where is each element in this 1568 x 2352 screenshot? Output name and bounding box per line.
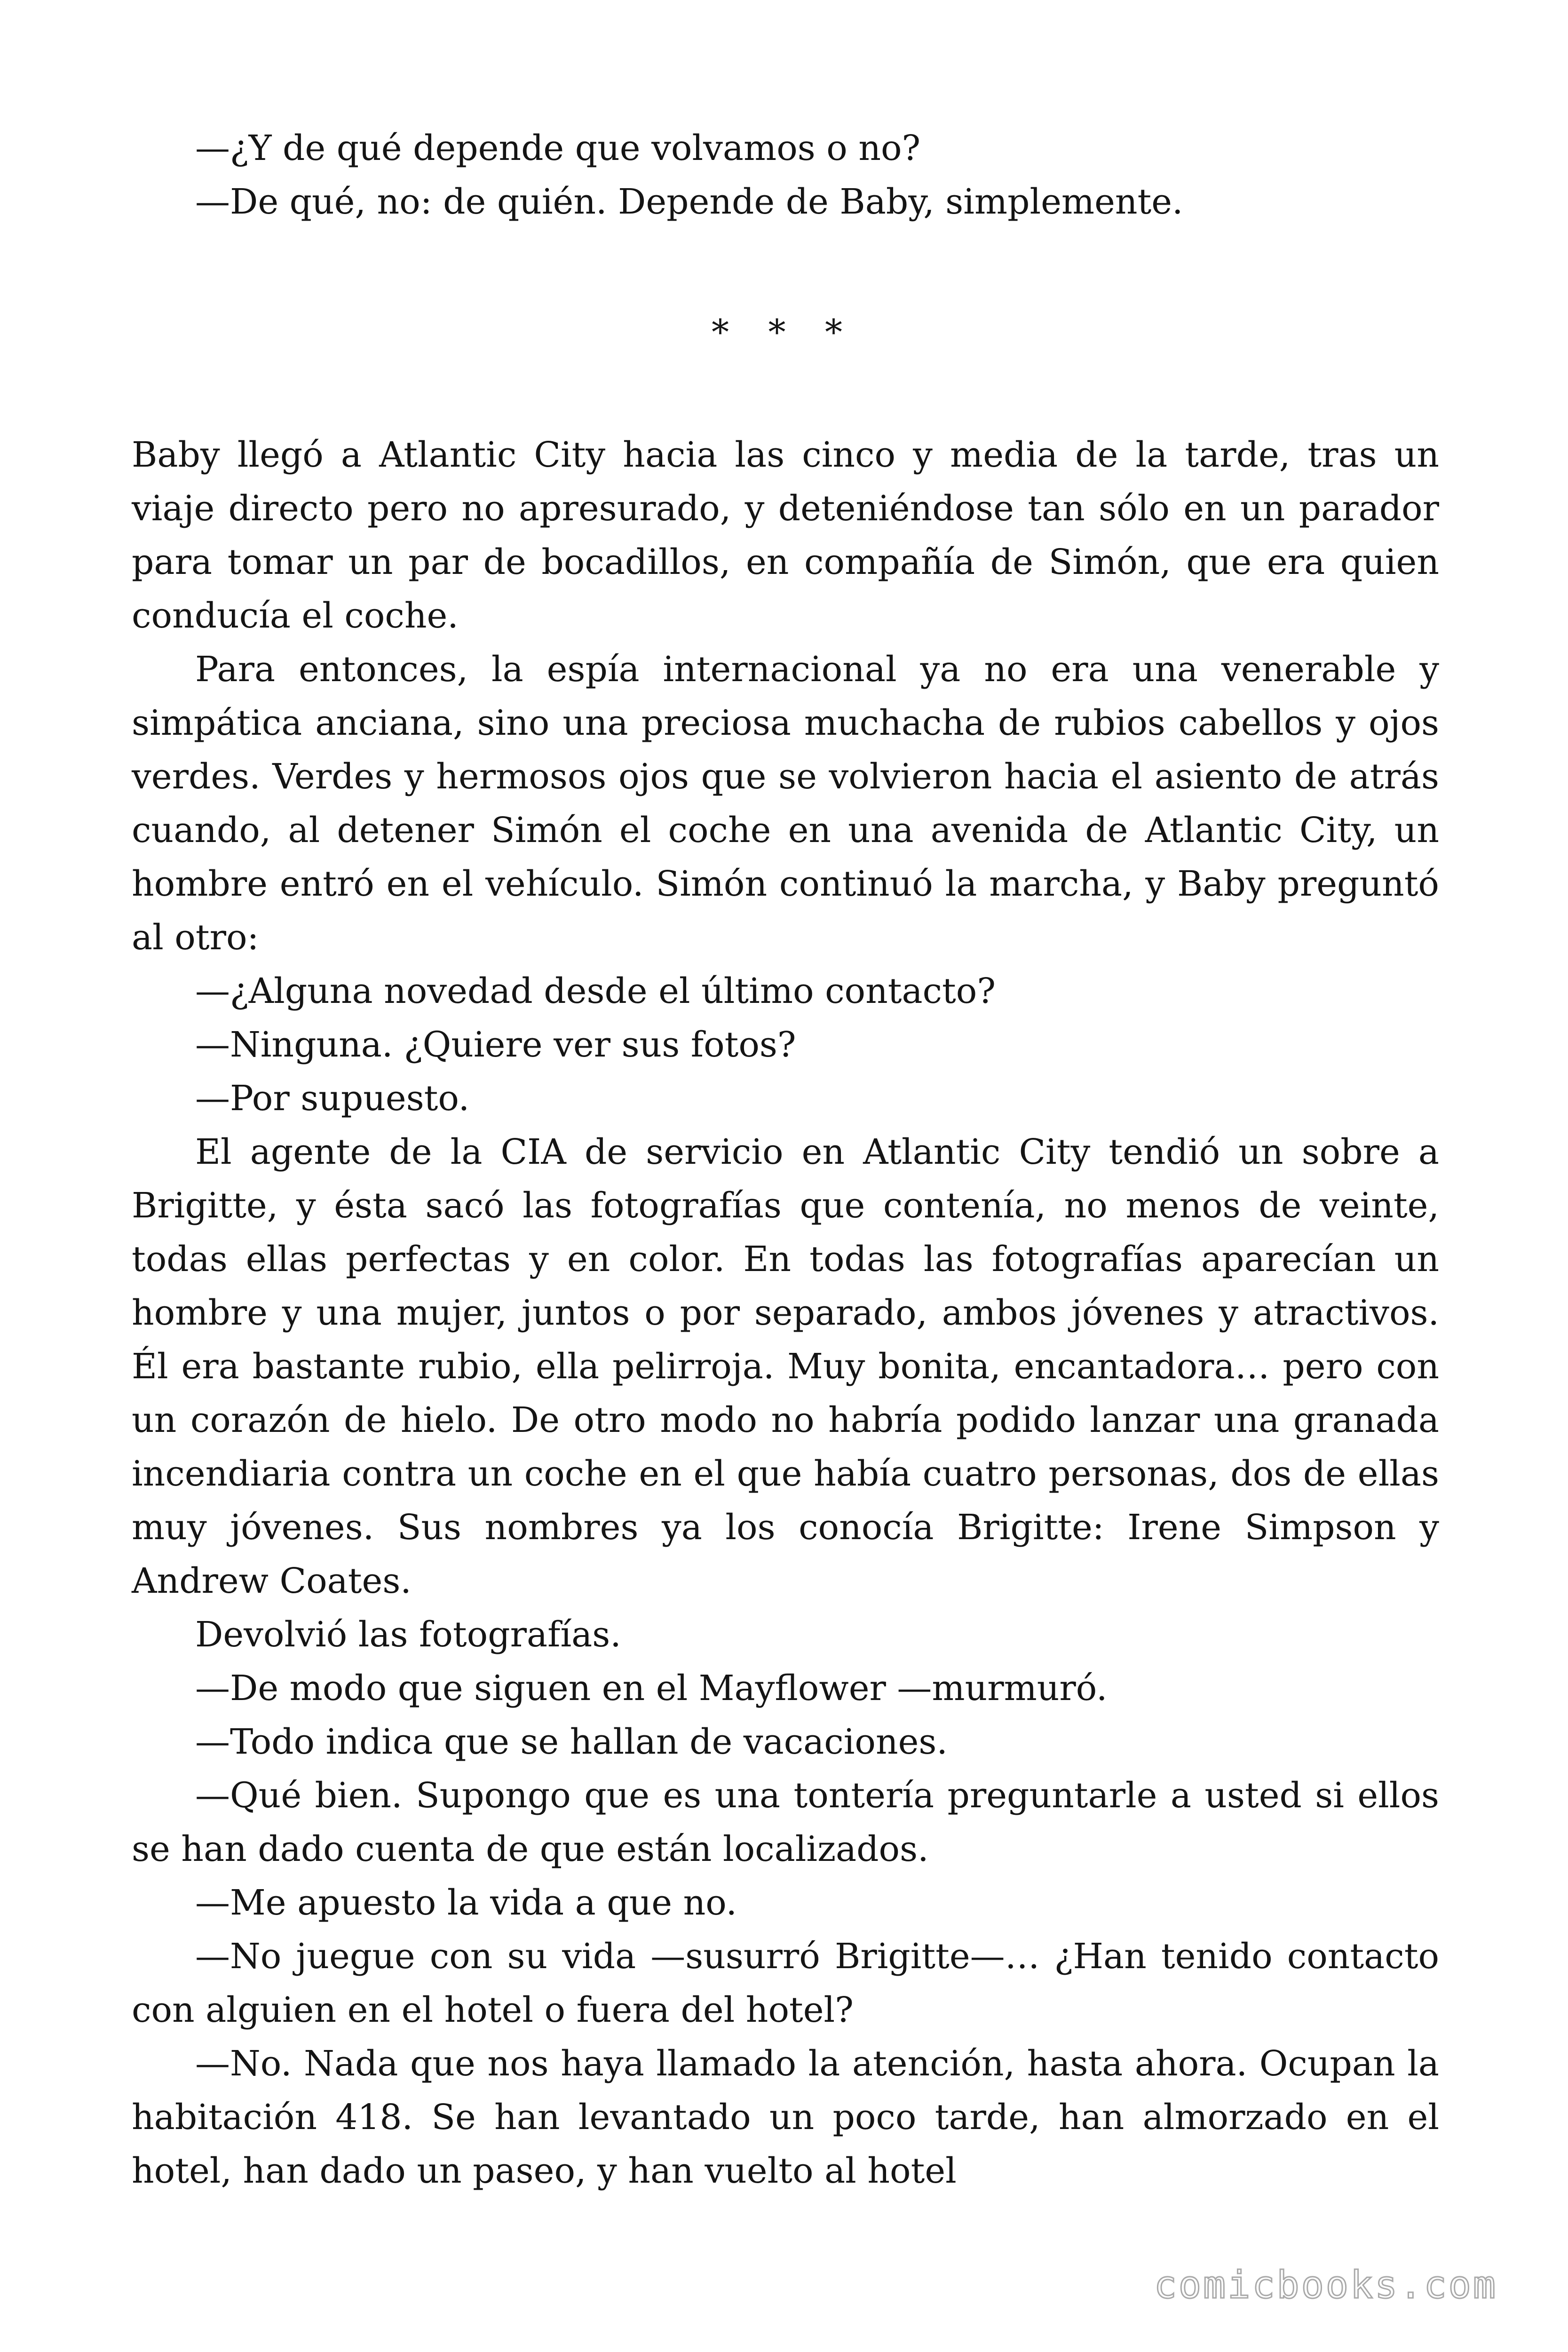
paragraph: —No juegue con su vida —susurró Brigitte—… ¿Han tenido contacto con alguien en el hotel o fuera del hotel? [132, 1936, 1439, 2030]
top-dialogue-block [132, 121, 1439, 229]
paragraph: —Ninguna. ¿Quiere ver sus fotos? [195, 1025, 796, 1065]
paragraph: —Me apuesto la vida a que no. [195, 1883, 737, 1923]
paragraph: Baby llegó a Atlantic City hacia las cinco y media de la tarde, tras un viaje directo pero no apresurado, y deteniéndose tan sólo en un parador para tomar un par de bocadillos, en compañía de Simón, que era quien conducía el coche. [132, 435, 1439, 636]
watermark: comicbooks.com [1154, 2263, 1497, 2307]
section-separator: * * * [711, 312, 857, 353]
paragraph: —De qué, no: de quién. Depende de Baby, simplemente. [195, 182, 1183, 222]
paragraph: —Qué bien. Supongo que es una tontería preguntarle a usted si ellos se han dado cuenta de que están localizados. [132, 1775, 1439, 1869]
main-text-block [132, 428, 1439, 2198]
paragraph: —Por supuesto. [195, 1078, 470, 1119]
paragraph: —De modo que siguen en el Mayflower —murmuró. [195, 1668, 1108, 1708]
paragraph: —Todo indica que se hallan de vacaciones. [195, 1722, 948, 1762]
paragraph: Para entonces, la espía internacional ya no era una venerable y simpática anciana, sino una preciosa muchacha de rubios cabellos y ojos verdes. Verdes y hermosos ojos que se volvieron hacia el asiento de atrás cuando, al detener Simón el coche en una avenida de Atlantic City, un hombre entró en el vehículo. Simón continuó la marcha, y Baby preguntó al otro: [132, 649, 1439, 958]
paragraph: —¿Alguna novedad desde el último contacto? [195, 971, 996, 1011]
paragraph: El agente de la CIA de servicio en Atlantic City tendió un sobre a Brigitte, y ésta sacó las fotografías que contenía, no menos de veinte, todas ellas perfectas y en color. En todas las fotografías aparecían un hombre y una mujer, juntos o por separado, ambos jóvenes y atractivos. Él era bastante rubio, ella pelirroja. Muy bonita, encantadora… pero con un corazón de hielo. De otro modo no habría podido lanzar una granada incendiaria contra un coche en el que había cuatro personas, dos de ellas muy jóvenes. Sus nombres ya los conocía Brigitte: Irene Simpson y Andrew Coates. [132, 1132, 1439, 1601]
paragraph: —No. Nada que nos haya llamado la atención, hasta ahora. Ocupan la habitación 418. Se han levantado un poco tarde, han almorzado en el hotel, han dado un paseo, y han vuelto al hotel [132, 2043, 1439, 2191]
paragraph: Devolvió las fotografías. [195, 1614, 621, 1655]
paragraph: —¿Y de qué depende que volvamos o no? [195, 128, 921, 168]
